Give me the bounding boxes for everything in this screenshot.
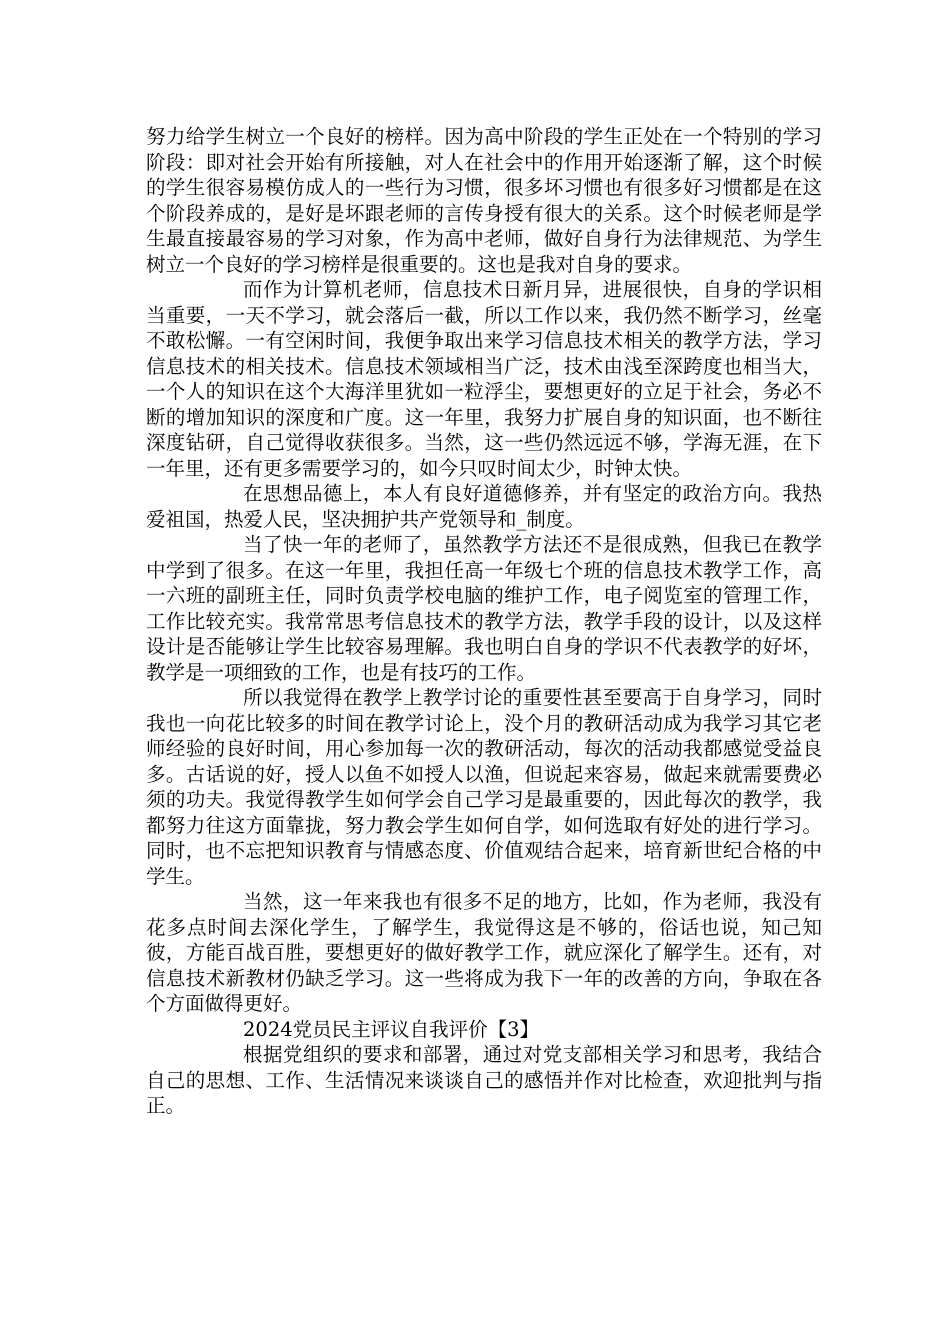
body-paragraph-2: 而作为计算机老师，信息技术日新月异，进展很快，自身的学识相当重要，一天不学习，就会落后一截，所以工作以来，我仍然不断学习，丝毫不敢松懈。一有空闲时间，我便争取出来学习信息技术相关的教学方法，学习信息技术的相关技术。信息技术领域相当广泛，技术由浅至深跨度也相当大，一个人的知识在这个大海洋里犹如一粒浮尘，要想更好的立足于社会，务必不断的增加知识的深度和广度。这一年里，我努力扩展自身的知识面，也不断往深度钻研，自己觉得收获很多。当然，这一些仍然远远不够，学海无涯，在下一年里，还有更多需要学习的，如今只叹时间太少，时钟太快。 [146,278,822,480]
body-paragraph-4: 当了快一年的老师了，虽然教学方法还不是很成熟，但我已在教学中学到了很多。在这一年里，我担任高一年级七个班的信息技术教学工作，高一六班的副班主任，同时负责学校电脑的维护工作，电子阅览室的管理工作，工作比较充实。我常常思考信息技术的教学方法，教学手段的设计，以及这样设计是否能够让学生比较容易理解。我也明白自身的学识不代表教学的好坏，教学是一项细致的工作，也是有技巧的工作。 [146,533,822,684]
body-paragraph-1: 努力给学生树立一个良好的榜样。因为高中阶段的学生正处在一个特别的学习阶段：即对社会开始有所接触，对人在社会中的作用开始逐渐了解，这个时候的学生很容易模仿成人的一些行为习惯，很多坏习惯也有很多好习惯都是在这个阶段养成的，是好是坏跟老师的言传身授有很大的关系。这个时候老师是学生最直接最容易的学习对象，作为高中老师，做好自身行为法律规范、为学生树立一个良好的学习榜样是很重要的。这也是我对自身的要求。 [146,125,822,276]
body-paragraph-7: 根据党组织的要求和部署，通过对党支部相关学习和思考，我结合自己的思想、工作、生活情况来谈谈自己的感悟并作对比检查，欢迎批判与指正。 [146,1043,822,1117]
section-heading: 2024党员民主评议自我评价【3】 [243,1017,540,1041]
body-paragraph-5: 所以我觉得在教学上教学讨论的重要性甚至要高于自身学习，同时我也一向花比较多的时间在教学讨论上，没个月的教研活动成为我学习其它老师经验的良好时间，用心参加每一次的教研活动，每次的活动我都感觉受益良多。古话说的好，授人以鱼不如授人以渔，但说起来容易，做起来就需要费必须的功夫。我觉得教学生如何学会自己学习是最重要的，因此每次的教学，我都努力往这方面靠拢，努力教会学生如何自学，如何选取有好处的进行学习。同时，也不忘把知识教育与情感态度、价值观结合起来，培育新世纪合格的中学生。 [146,686,822,888]
body-paragraph-3: 在思想品德上，本人有良好道德修养，并有坚定的政治方向。我热爱祖国，热爱人民，坚决拥护共产党领导和_制度。 [146,482,822,531]
document-body [146,124,822,1119]
body-paragraph-6: 当然，这一年来我也有很多不足的地方，比如，作为老师，我没有花多点时间去深化学生，了解学生，我觉得这是不够的，俗话也说，知己知彼，方能百战百胜，要想更好的做好教学工作，就应深化了解学生。还有，对信息技术新教材仍缺乏学习。这一些将成为我下一年的改善的方向，争取在各个方面做得更好。 [146,890,822,1015]
